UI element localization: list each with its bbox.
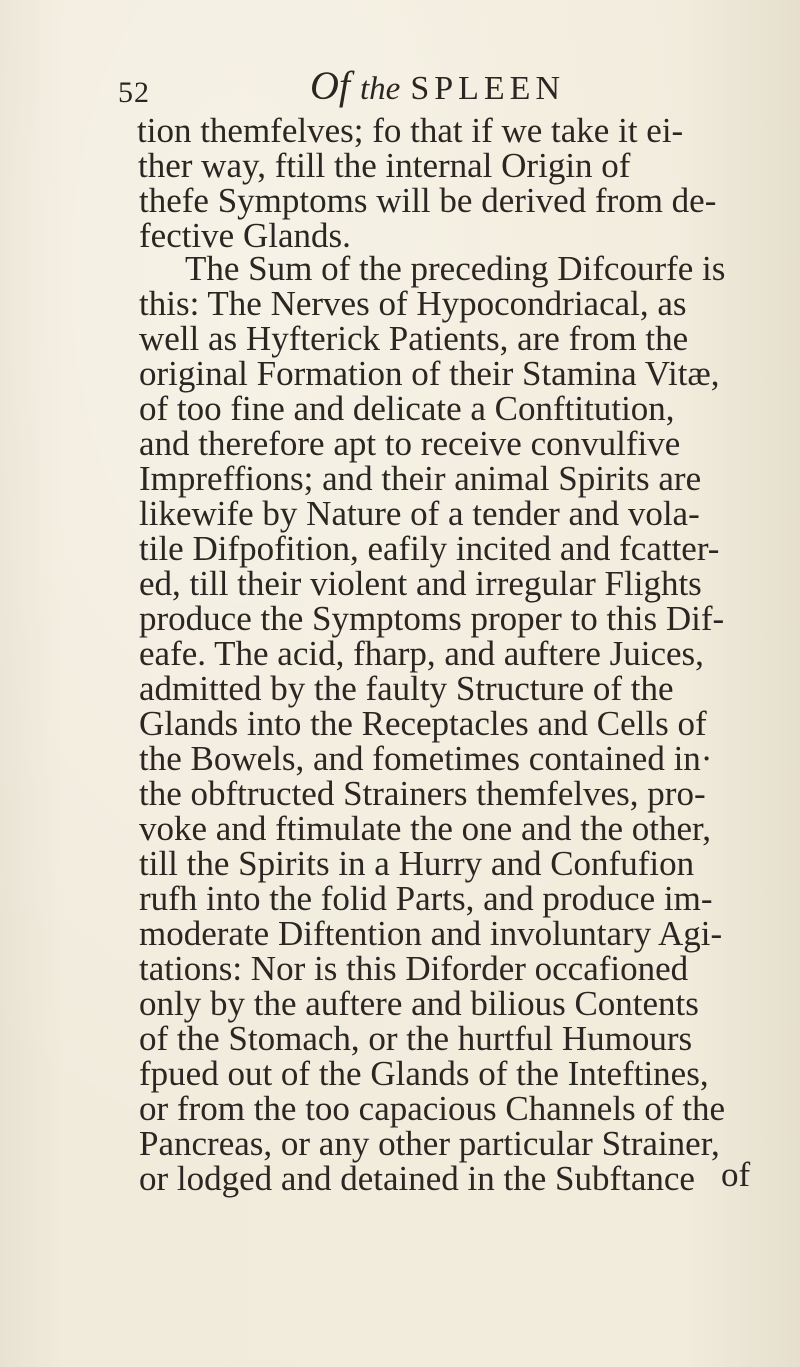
text-line: of the Stomach, or the hurtful Humours [139,1019,693,1058]
text-line: the Bowels, and fometimes contained in· [139,739,713,778]
text-line: produce the Symptoms proper to this Dif- [139,599,725,638]
text-line: ther way, ftill the internal Origin of [138,146,631,185]
text-line: The Sum of the preceding Difcourfe is [185,249,726,288]
text-line: or lodged and detained in the Subftance [139,1159,695,1198]
text-line: tion themfelves; fo that if we take it ei- [137,111,684,150]
page-number: 52 [118,76,150,109]
running-head-of: Of [310,63,350,108]
text-line: well as Hyfterick Patients, are from the [139,319,689,358]
text-line: Glands into the Receptacles and Cells of [139,704,707,743]
text-line: or from the too capacious Channels of the [139,1089,726,1128]
text-line: of too fine and delicate a Conftitution, [139,389,675,428]
text-line: Impreffions; and their animal Spirits are [139,459,702,498]
text-line: the obftructed Strainers themfelves, pro- [139,774,706,813]
text-line: rufh into the folid Parts, and produce im- [139,879,713,918]
text-line: only by the auftere and bilious Contents [139,984,699,1023]
running-head-the: the [360,71,401,107]
text-line: likewife by Nature of a tender and vola- [139,494,700,533]
text-line: eafe. The acid, fharp, and auftere Juices, [139,634,704,673]
page-header [118,62,678,112]
running-head-title: SPLEEN [410,70,566,107]
text-line: tations: Nor is this Diforder occafioned [139,949,689,988]
text-line: till the Spirits in a Hurry and Confufion [139,844,695,883]
text-line: thefe Symptoms will be derived from de- [139,181,717,220]
text-line: fpued out of the Glands of the Inteftines, [139,1054,709,1093]
text-line: admitted by the faulty Structure of the [139,669,674,708]
text-line: and therefore apt to receive convulfive [139,424,681,463]
running-head [310,62,565,109]
text-line: Pancreas, or any other particular Strainer, [139,1124,720,1163]
catchword: of [721,1155,751,1194]
text-line: fective Glands. [139,216,351,255]
text-line: tile Difpofition, eafily incited and fcatter- [139,529,720,568]
text-line: original Formation of their Stamina Vitæ, [139,354,720,393]
text-line: voke and ftimulate the one and the other, [139,809,712,848]
text-line: this: The Nerves of Hypocondriacal, as [139,284,687,323]
text-line: moderate Diftention and involuntary Agi- [139,914,723,953]
text-line: ed, till their violent and irregular Flights [139,564,702,603]
